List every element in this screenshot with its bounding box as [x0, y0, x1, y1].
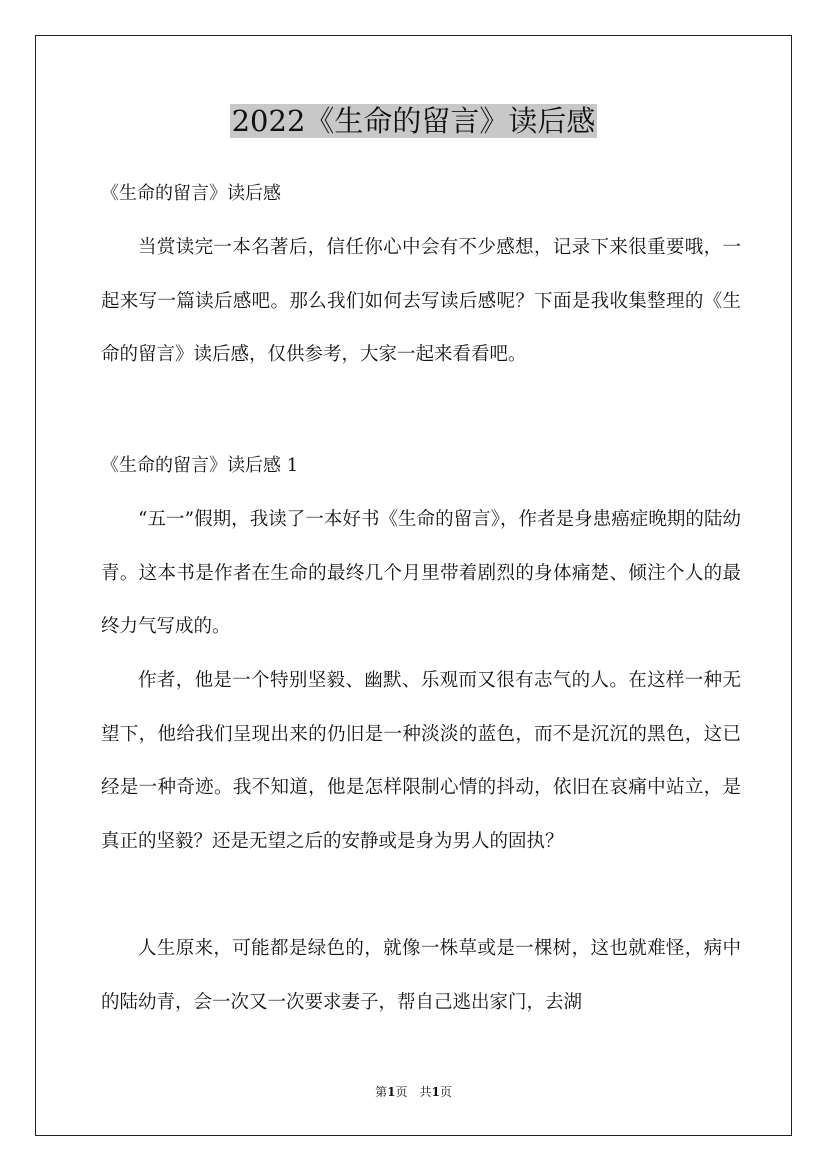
intro-paragraph: 当赏读完一本名著后，信任你心中会有不少感想，记录下来很重要哦，一起来写一篇读后感吧。那么我们如何去写读后感呢？下面是我收集整理的《生命的留言》读后感，仅供参考，大家一起来看看吧。 — [101, 237, 741, 365]
body-paragraph-3: 人生原来，可能都是绿色的，就像一株草或是一棵树，这也就难怪，病中的陆幼青，会一次又一次要求妻子，帮自己逃出家门，去湖 — [101, 938, 741, 1013]
footer-page-total: 1 — [431, 1085, 440, 1099]
body-paragraph-1: “五一”假期，我读了一本好书《生命的留言》，作者是身患癌症晚期的陆幼青。这本书是作者在生命的最终几个月里带着剧烈的身体痛楚、倾注个人的最终力气写成的。 — [101, 509, 741, 637]
body-paragraph-2: 作者，他是一个特别坚毅、幽默、乐观而又很有志气的人。在这样一种无望下，他给我们呈现出来的仍旧是一种淡淡的蓝色，而不是沉沉的黑色，这已经是一种奇迹。我不知道，他是怎样限制心情的抖动，依旧在哀痛中站立，是真正的坚毅？还是无望之后的安静或是身为男人的固执？ — [101, 670, 741, 852]
footer-page-current: 1 — [387, 1085, 396, 1099]
footer-page-prefix: 第 — [375, 1085, 388, 1099]
main-heading: 《生命的留言》读后感 — [101, 183, 281, 204]
footer-page-suffix: 页 — [439, 1085, 452, 1099]
page-footer — [0, 1083, 827, 1101]
section-heading-1: 《生命的留言》读后感 1 — [101, 455, 299, 476]
document-title — [0, 100, 827, 142]
document-title-text: 2022《生命的留言》读后感 — [231, 104, 596, 138]
footer-page-mid: 页 共 — [395, 1085, 432, 1099]
